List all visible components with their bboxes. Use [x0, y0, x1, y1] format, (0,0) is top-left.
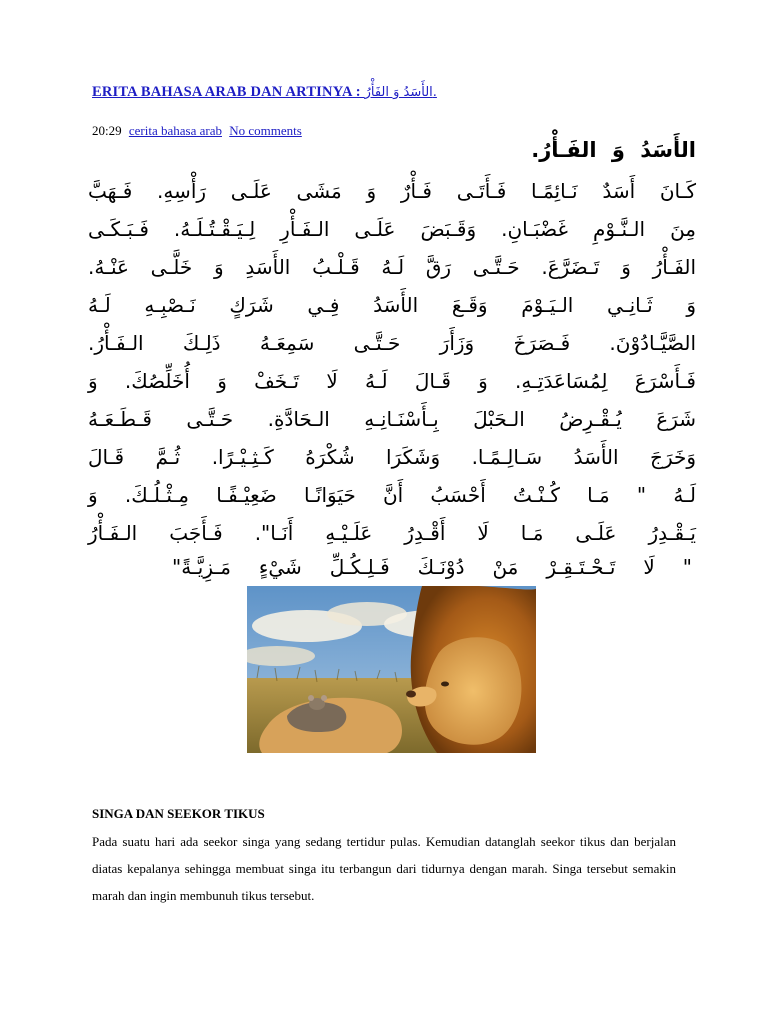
illustration-svg	[247, 586, 536, 753]
arabic-line-4: وَ ثَـانِـي الـيَـوْمَ وَقَـعَ الأَسَدُ فِـي شَرَكٍ نَـصْبِـهِ لَـهُ	[88, 293, 696, 317]
lion-eye	[441, 682, 449, 687]
arabic-line-8: وَخَرَجَ الأَسَدُ سَـالِـمًـا. وَشَكَرَا شُكْرَهُ كَـثِـيْـرًا. ثُـمَّ قَـالَ	[88, 445, 696, 469]
lion-face	[425, 637, 522, 744]
arabic-line-5: الصَّيَّـادُوْنَ. فَـصَرَخَ وَزَأَرَ حَـتَّـى سَمِعَـهُ ذَلِـكَ الـفَـأْرُ.	[88, 331, 696, 355]
arabic-line-11: " لَا تَـحْـتَـقِـرْ مَنْ دُوْنَـكَ فَـلِـكُـلِّ شَيْءٍ مَـزِيَّـةً"	[172, 555, 692, 579]
lion-and-mouse-illustration	[247, 586, 536, 753]
post-meta	[92, 123, 302, 139]
mouse-ear	[308, 695, 314, 701]
post-title-link[interactable]	[92, 84, 437, 101]
arabic-line-3: الفَـأْرُ وَ تَـضَرَّعَ. حَـتَّـى رَقَّ لَـهُ قَـلْـبُ الأَسَدِ وَ خَلَّـى عَنْـهُ.	[88, 255, 696, 279]
category-link[interactable]: cerita bahasa arab	[128, 123, 222, 138]
comments-link[interactable]: No comments	[229, 123, 302, 138]
arabic-line-2: مِنَ الـنَّـوْمِ غَضْبَـانِ. وَقَـبَضَ عَلَـى الـفَـأْرِ لِـيَـقْـتُـلَـهُ. فَـبَـكَـى	[88, 217, 696, 241]
post-title-arabic: الأَسَدُ وَ الفَأْرُ.	[364, 85, 437, 100]
translation-paragraph: Pada suatu hari ada seekor singa yang sedang tertidur pulas. Kemudian datanglah seekor tikus dan berjalan diatas kepalanya sehingga membuat singa itu terbangun dari tidurnya dengan marah. Singa tersebut semakin marah dan ingin membunuh tikus tersebut.	[92, 834, 676, 903]
mouse-ear	[321, 695, 327, 701]
lion-nose	[406, 691, 416, 698]
arabic-line-7: شَرَعَ يُـقْـرِضُ الـحَبْلَ بِـأَسْنَـانِـهِ الـحَادَّةِ. حَـتَّـى قَـطَـعَـهُ	[88, 407, 696, 431]
arabic-line-1: كَـانَ أَسَدٌ نَـائِمًـا فَـأَتَـى فَـأْرٌ وَ مَشَى عَلَـى رَأْسِهِ. فَـهَبَّ	[88, 179, 696, 203]
post-title-latin: ERITA BAHASA ARAB DAN ARTINYA :	[92, 84, 365, 100]
arabic-line-9: لَـهُ " مَـا كُـنْـتُ أَحْسَبُ أَنَّ حَيَوَانًـا ضَعِيْـفًـا مِـثْـلُـكَ. وَ	[88, 483, 696, 507]
arabic-line-10: يَـقْـدِرُ عَلَـى مَـا لَا أَقْـدِرُ عَلَـيْـهِ أَنَـا". فَـأَجَبَ الـفَـأْرُ	[88, 521, 696, 545]
arabic-line-6: فَـأَسْرَعَ لِمُسَاعَدَتِـهِ. وَ قَـالَ لَـهُ لَا تَـخَفْ وَ أُخَلِّصُكَ. وَ	[88, 369, 696, 393]
post-time: 20:29	[92, 123, 122, 138]
arabic-story-heading: الأَسَدُ وَ الفَـأْرُ.	[531, 138, 696, 162]
translation-heading: SINGA DAN SEEKOR TIKUS	[92, 806, 265, 821]
